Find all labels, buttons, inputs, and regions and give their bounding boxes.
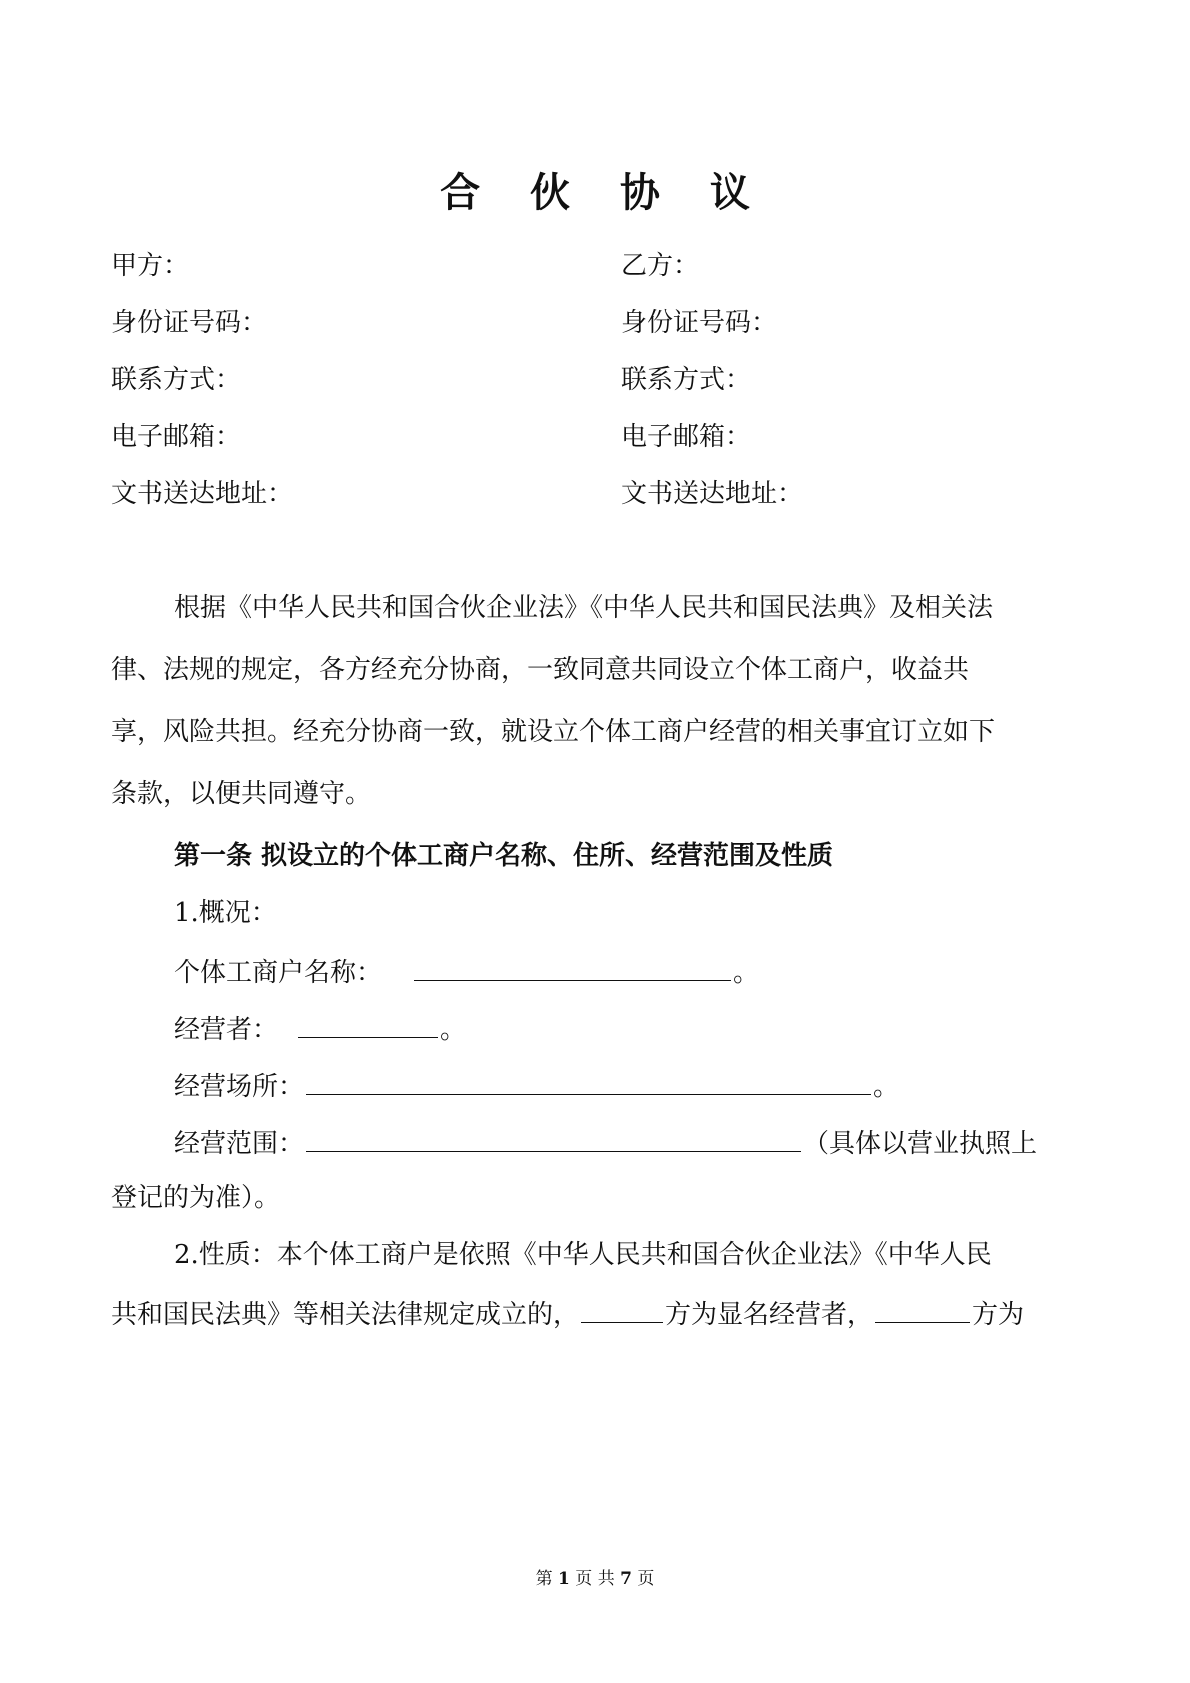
article-1-heading: 第一条 拟设立的个体工商户名称、住所、经营范围及性质 (174, 841, 834, 871)
nominal-operator-blank[interactable] (581, 1294, 663, 1323)
scope-note: （具体以营业执照上 (803, 1129, 1038, 1159)
scope-label: 经营范围： (174, 1129, 305, 1159)
premises-blank[interactable] (306, 1066, 871, 1095)
party-b-email-label: 电子邮箱： (621, 422, 752, 452)
party-b-id-label: 身份证号码： (621, 308, 778, 338)
document-title: 合 伙 协 议 (440, 169, 768, 216)
scope-note-continued: 登记的为准）。 (111, 1183, 281, 1213)
nature-line-1: 2.性质：本个体工商户是依照《中华人民共和国合伙企业法》《中华人民 (174, 1240, 992, 1270)
preamble-line-3: 享，风险共担。经充分协商一致，就设立个体工商户经营的相关事宜订立如下 (111, 717, 996, 747)
preamble-line-2: 律、法规的规定，各方经充分协商，一致同意共同设立个体工商户，收益共 (111, 655, 970, 685)
party-a-contact-label: 联系方式： (111, 365, 242, 395)
footer-page-number: 1 (558, 1569, 570, 1589)
nature-line-2-a: 共和国民法典》等相关法律规定成立的， (111, 1300, 580, 1330)
nature-line-2-c: 方为 (972, 1300, 1025, 1330)
preamble-line-4: 条款，以便共同遵守。 (111, 779, 372, 809)
operator-row (174, 1009, 1154, 1048)
page-footer (0, 1567, 1190, 1591)
footer-suffix: 页 (637, 1569, 655, 1589)
party-b-address-label: 文书送达地址： (621, 479, 804, 509)
party-b-name-label: 乙方： (621, 251, 700, 281)
business-name-period: 。 (733, 958, 760, 988)
operator-period: 。 (440, 1015, 467, 1045)
business-name-label: 个体工商户名称： (174, 958, 383, 988)
business-name-blank[interactable] (414, 952, 731, 981)
operator-blank[interactable] (298, 1009, 438, 1038)
scope-row (174, 1123, 1154, 1162)
footer-middle: 页 共 (575, 1569, 615, 1589)
premises-period: 。 (873, 1072, 900, 1102)
party-b-contact-label: 联系方式： (621, 365, 752, 395)
nature-line-2 (111, 1294, 1091, 1333)
party-a-address-label: 文书送达地址： (111, 479, 294, 509)
premises-row (174, 1066, 1154, 1105)
party-a-email-label: 电子邮箱： (111, 422, 242, 452)
footer-total-pages: 7 (620, 1569, 632, 1589)
party-a-id-label: 身份证号码： (111, 308, 268, 338)
overview-label: 1.概况： (174, 898, 277, 928)
scope-blank[interactable] (306, 1123, 801, 1152)
operator-label: 经营者： (174, 1015, 279, 1045)
preamble-line-1: 根据《中华人民共和国合伙企业法》《中华人民共和国民法典》及相关法 (174, 593, 994, 623)
premises-label: 经营场所： (174, 1072, 305, 1102)
other-party-blank[interactable] (875, 1294, 970, 1323)
nature-line-2-b: 方为显名经营者， (665, 1300, 874, 1330)
party-a-name-label: 甲方： (111, 251, 190, 281)
business-name-row (174, 952, 1154, 991)
footer-prefix: 第 (535, 1569, 553, 1589)
